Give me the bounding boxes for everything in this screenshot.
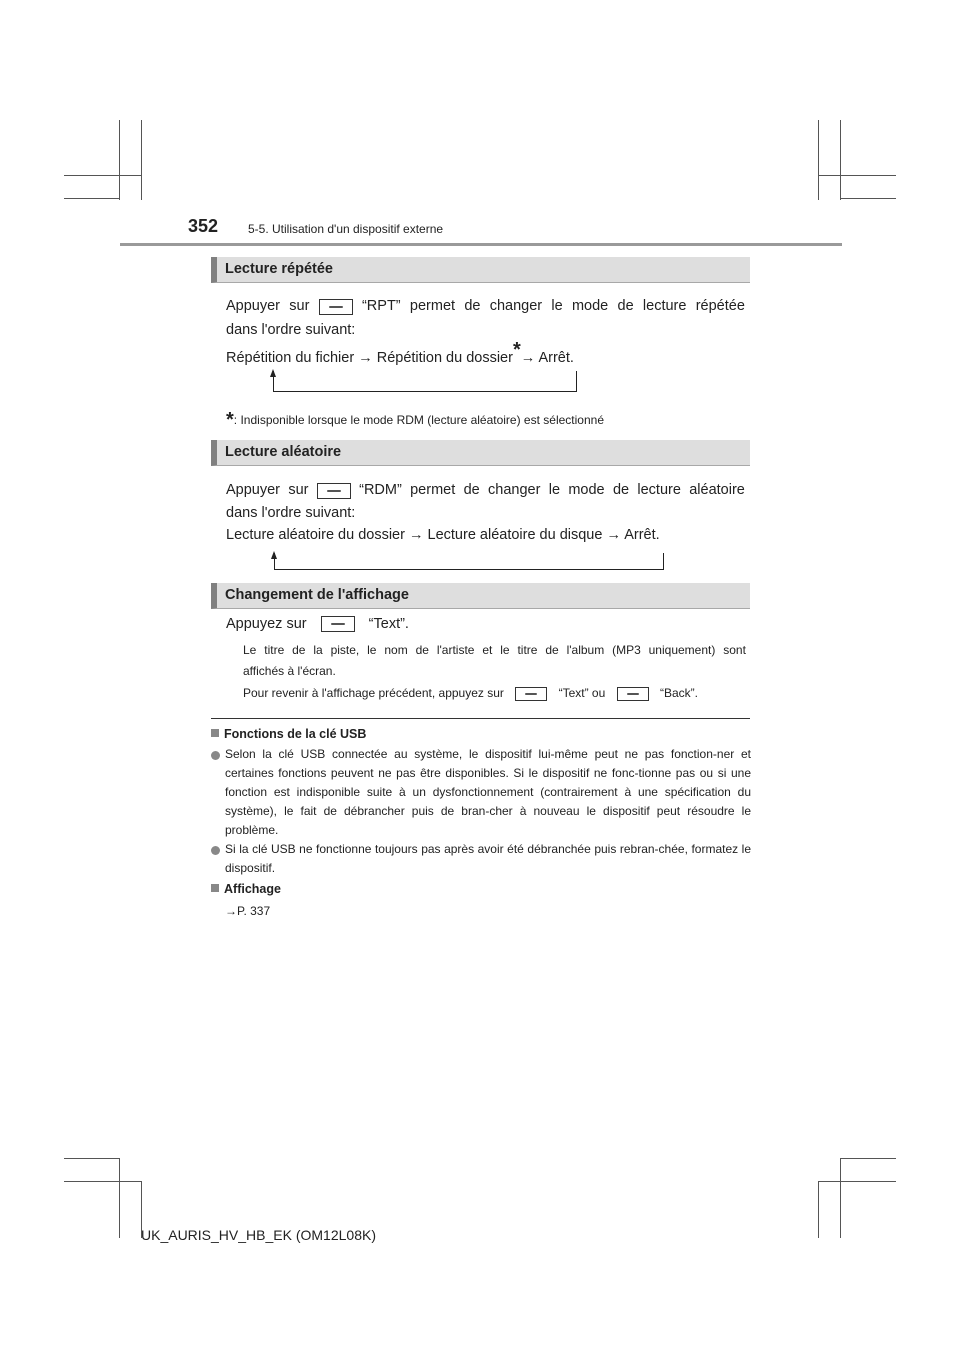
circle-bullet-icon (211, 846, 220, 855)
display-return-line: Pour revenir à l'affichage précédent, appuyez sur “Text” ou “Back”. (243, 686, 698, 700)
crop-mark (840, 1158, 896, 1159)
rpt-button[interactable] (319, 299, 353, 315)
crop-mark (119, 120, 120, 200)
random-line-1: Appuyer sur “RDM” permet de changer le mode de lecture aléatoire (226, 482, 745, 498)
crop-mark (818, 120, 819, 200)
arrow-icon: → (358, 350, 373, 366)
display-desc-line-2: affichés à l'écran. (243, 664, 336, 678)
crop-mark (141, 120, 142, 200)
asterisk: * (512, 339, 521, 361)
crop-mark (818, 175, 896, 176)
footnote: *: Indisponible lorsque le mode RDM (lecture aléatoire) est sélectionné (226, 409, 604, 431)
random-line-2: dans l'ordre suivant: (226, 505, 356, 521)
repeat-line-1: Appuyer sur “RPT” permet de changer le mode de lecture répétée (226, 298, 745, 314)
section-title: Changement de l'affichage (225, 587, 409, 603)
repeat-line-2: dans l'ordre suivant: (226, 322, 356, 338)
usb-note-1: Selon la clé USB connectée au système, le dispositif lui-même peut ne pas fonction-ner et certaines fonctions peuvent ne pas être disponibles. Si le dispositif ne fonc-tionne pas ou si une fonction est indisponible suite à un dysfonctionnement (contrairement à une spécification du système), le fait de débrancher puis de bran-cher à nouveau le dispositif peut résoudre le problème. (225, 747, 751, 837)
crop-mark (64, 198, 120, 199)
cycle-arrowhead-icon (271, 551, 277, 559)
crop-mark (840, 120, 841, 200)
section-heading-repeat (211, 257, 750, 283)
cycle-arrowhead-icon (270, 369, 276, 377)
random-sequence: Lecture aléatoire du dossier → Lecture aléatoire du disque → Arrêt. (226, 527, 660, 543)
document-code: UK_AURIS_HV_HB_EK (OM12L08K) (141, 1227, 376, 1243)
crop-mark (840, 1158, 841, 1238)
crop-mark (64, 175, 142, 176)
square-bullet-icon (211, 884, 219, 892)
section-title: Lecture répétée (225, 261, 333, 277)
section-heading-random (211, 440, 750, 466)
section-title: Lecture aléatoire (225, 444, 342, 460)
crop-mark (64, 1158, 120, 1159)
back-button-small[interactable] (617, 687, 649, 701)
square-bullet-icon (211, 729, 219, 737)
repeat-sequence: Répétition du fichier → Répétition du dossier*→ Arrêt. (226, 339, 574, 366)
section-path: 5-5. Utilisation d'un dispositif externe (248, 222, 444, 236)
rdm-button[interactable] (317, 483, 351, 499)
header-rule (120, 243, 842, 246)
arrow-icon: → (606, 527, 621, 543)
crop-mark (119, 1158, 120, 1238)
cycle-loop-line (273, 371, 577, 392)
section-heading-display (211, 583, 750, 609)
text-button[interactable] (321, 616, 355, 632)
crop-mark (818, 1181, 819, 1238)
display-desc-line-1: Le titre de la piste, le nom de l'artiste et le titre de l'album (MP3 uniquement) sont (243, 643, 746, 657)
arrow-icon: → (408, 527, 424, 543)
crop-mark (64, 1181, 142, 1182)
crop-mark (818, 1181, 896, 1182)
asterisk: * (226, 409, 234, 431)
note-heading-usb: Fonctions de la clé USB (211, 727, 366, 741)
notes-rule (211, 718, 750, 719)
usb-note-2: Si la clé USB ne fonctionne toujours pas après avoir été débranchée puis rebran-chée, formatez le dispositif. (225, 842, 751, 875)
display-line-1: Appuyez sur “Text”. (226, 616, 409, 632)
circle-bullet-icon (211, 751, 220, 760)
page-number: 352 (188, 216, 219, 236)
cycle-loop-line (274, 553, 664, 570)
arrow-icon: → (520, 350, 536, 366)
arrow-icon: → (225, 904, 237, 918)
crop-mark (840, 198, 896, 199)
text-button-small[interactable] (515, 687, 547, 701)
display-page-ref[interactable]: →P. 337 (225, 904, 271, 918)
note-heading-display: Affichage (211, 882, 281, 896)
